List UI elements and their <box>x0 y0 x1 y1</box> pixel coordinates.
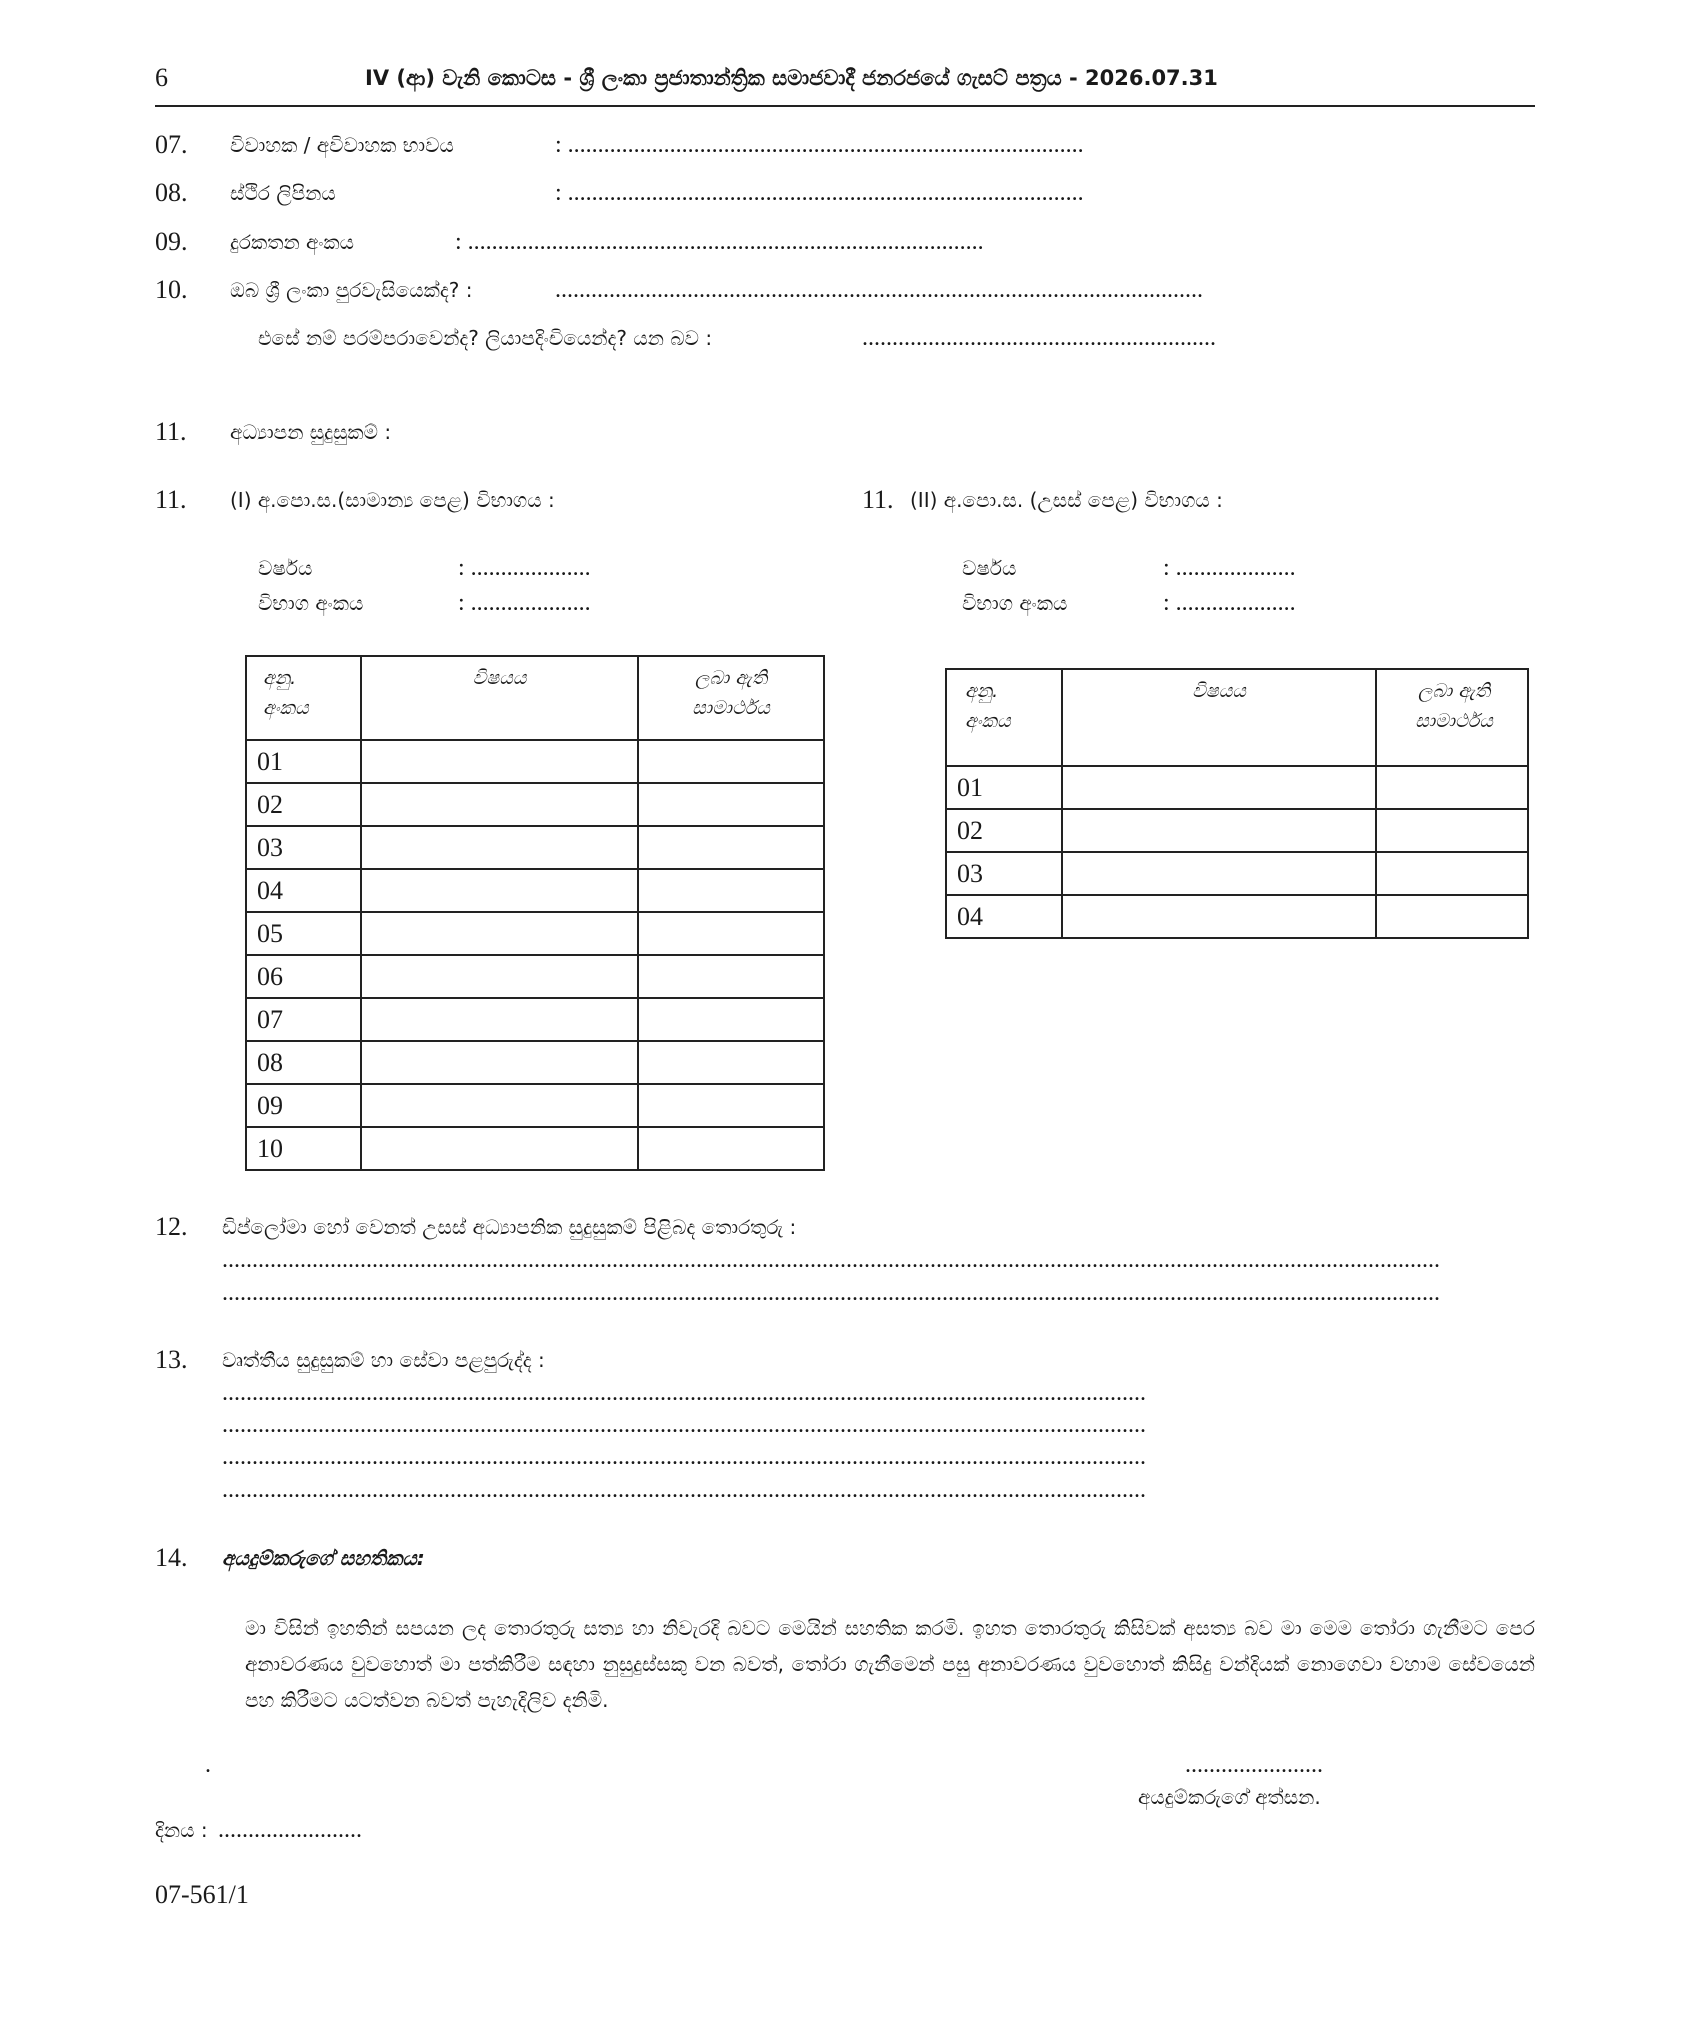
field-label-citizenship: ඔබ ශ්‍රී ලංකා පුරවැසියෙක්ද? : <box>230 278 473 302</box>
field-permanent-address-input[interactable]: : ...................................................................................... <box>555 180 1084 206</box>
grade-cell[interactable] <box>638 1084 824 1127</box>
subject-cell[interactable] <box>361 740 638 783</box>
ol-index-label: විභාග අංකය <box>258 591 364 615</box>
signature-line[interactable]: ....................... <box>1185 1752 1323 1778</box>
table-row <box>246 1084 824 1127</box>
grade-cell[interactable] <box>638 869 824 912</box>
table-row <box>246 912 824 955</box>
row-number: 03 <box>246 826 361 869</box>
row-number: 02 <box>246 783 361 826</box>
field-number: 11. <box>862 485 894 514</box>
diploma-line[interactable]: ........................................................................................................................................................................................................... <box>222 1280 1440 1306</box>
row-number: 06 <box>246 955 361 998</box>
al-year-input[interactable]: : .................... <box>1163 555 1296 581</box>
date-label: දිනය : <box>155 1818 208 1842</box>
subject-cell[interactable] <box>361 869 638 912</box>
grade-cell[interactable] <box>638 826 824 869</box>
grade-cell[interactable] <box>1376 809 1528 852</box>
row-number: 02 <box>946 809 1062 852</box>
table-row <box>246 740 824 783</box>
subject-cell[interactable] <box>1062 809 1376 852</box>
ol-results-table <box>245 655 825 1171</box>
field-number: 07. <box>155 130 188 159</box>
table-row <box>946 895 1528 938</box>
grade-cell[interactable] <box>638 740 824 783</box>
table-row <box>946 809 1528 852</box>
row-number: 04 <box>246 869 361 912</box>
subject-cell[interactable] <box>1062 852 1376 895</box>
grade-cell[interactable] <box>1376 895 1528 938</box>
field-number: 10. <box>155 275 188 304</box>
table-row <box>946 766 1528 809</box>
certificate-heading: අයදුම්කරුගේ සහතිකය: <box>222 1546 425 1570</box>
grade-cell[interactable] <box>638 912 824 955</box>
row-number: 07 <box>246 998 361 1041</box>
al-index-input[interactable]: : .................... <box>1163 590 1296 616</box>
row-number: 10 <box>246 1127 361 1170</box>
al-year-label: වර්ෂය <box>962 556 1017 580</box>
table-row <box>246 783 824 826</box>
column-header-subject: විෂයය <box>1062 669 1376 766</box>
ol-year-input[interactable]: : .................... <box>458 555 591 581</box>
row-number: 08 <box>246 1041 361 1084</box>
field-number: 11. <box>155 417 187 446</box>
page-number: 6 <box>155 63 168 92</box>
table-row <box>246 869 824 912</box>
field-citizenship-type-input[interactable]: ........................................................... <box>862 325 1216 351</box>
professional-line[interactable]: .......................................................................................................................................................... <box>222 1380 1146 1406</box>
field-label-citizenship-type: එසේ නම් පරම්පරාවෙන්ද? ලියාපදිංචියෙන්ද? යන බව : <box>258 326 713 350</box>
header-divider <box>155 105 1535 107</box>
ol-heading: (I) අ.පො.ස.(සාමාන්‍ය පෙළ) විභාගය : <box>230 488 555 512</box>
page-title: IV (ආ) වැනි කොටස - ශ්‍රී ලංකා ප්‍රජාතාන්ත්‍රික සමාජවාදී ජනරජයේ ගැසට් පත්‍රය - 2026.07.31 <box>365 66 1218 90</box>
subject-cell[interactable] <box>361 1041 638 1084</box>
column-header-serial: අනු. අංකය <box>246 656 361 740</box>
grade-cell[interactable] <box>638 998 824 1041</box>
field-citizenship-input[interactable]: ............................................................................................................ <box>555 277 1203 303</box>
professional-line[interactable]: .......................................................................................................................................................... <box>222 1444 1146 1470</box>
field-marital-status-input[interactable]: : ...................................................................................... <box>555 132 1084 158</box>
field-label-marital-status: විවාහක / අවිවාහක භාවය <box>230 133 454 157</box>
field-number: 12. <box>155 1212 188 1241</box>
signature-label: අයදුම්කරුගේ අත්සන. <box>1138 1785 1321 1809</box>
grade-cell[interactable] <box>638 1041 824 1084</box>
date-input[interactable]: ........................ <box>218 1817 362 1843</box>
grade-cell[interactable] <box>638 955 824 998</box>
table-row <box>246 955 824 998</box>
ol-year-label: වර්ෂය <box>258 556 313 580</box>
field-label-permanent-address: ස්ථිර ලිපිනය <box>230 181 336 205</box>
subject-cell[interactable] <box>1062 895 1376 938</box>
column-header-subject: විෂයය <box>361 656 638 740</box>
stray-dot: . <box>205 1752 211 1778</box>
ol-index-input[interactable]: : .................... <box>458 590 591 616</box>
column-header-grade: ලබා ඇති සාමාර්ථය <box>638 656 824 740</box>
table-row <box>246 1127 824 1170</box>
professional-line[interactable]: .......................................................................................................................................................... <box>222 1412 1146 1438</box>
subject-cell[interactable] <box>361 912 638 955</box>
field-number: 11. <box>155 485 187 514</box>
column-header-serial: අනු. අංකය <box>946 669 1062 766</box>
grade-cell[interactable] <box>638 1127 824 1170</box>
field-number: 14. <box>155 1543 188 1572</box>
grade-cell[interactable] <box>1376 852 1528 895</box>
table-row <box>246 1041 824 1084</box>
row-number: 01 <box>946 766 1062 809</box>
table-row <box>246 998 824 1041</box>
field-number: 13. <box>155 1345 188 1374</box>
diploma-heading: ඩිප්ලෝමා හෝ වෙනත් උසස් අධ්‍යාපනික සුදුසුකම් පිළිබද තොරතුරු : <box>222 1215 797 1239</box>
subject-cell[interactable] <box>361 783 638 826</box>
row-number: 09 <box>246 1084 361 1127</box>
field-telephone-input[interactable]: : ...................................................................................... <box>455 229 984 255</box>
education-heading: අධ්‍යාපන සුදුසුකම් : <box>230 420 392 444</box>
row-number: 05 <box>246 912 361 955</box>
al-results-table <box>945 668 1529 939</box>
subject-cell[interactable] <box>1062 766 1376 809</box>
professional-line[interactable]: .......................................................................................................................................................... <box>222 1477 1146 1503</box>
table-row <box>246 826 824 869</box>
table-row <box>946 852 1528 895</box>
grade-cell[interactable] <box>638 783 824 826</box>
row-number: 01 <box>246 740 361 783</box>
reference-code: 07-561/1 <box>155 1880 249 1909</box>
column-header-grade: ලබා ඇති සාමාර්ථය <box>1376 669 1528 766</box>
field-number: 09. <box>155 227 188 256</box>
diploma-line[interactable]: ........................................................................................................................................................................................................... <box>222 1247 1440 1273</box>
field-number: 08. <box>155 178 188 207</box>
row-number: 04 <box>946 895 1062 938</box>
subject-cell[interactable] <box>361 826 638 869</box>
subject-cell[interactable] <box>361 1127 638 1170</box>
al-heading: (II) අ.පො.ස. (උසස් පෙළ) විභාගය : <box>910 488 1223 512</box>
subject-cell[interactable] <box>361 998 638 1041</box>
certificate-text: මා විසින් ඉහතින් සපයන ලද තොරතුරු සත්‍ය හා නිවැරදි බවට මෙයින් සහතික කරමි. ඉහත තොරතුරු කිසිවක් අසත්‍ය බව මා මෙම තෝරා ගැනීමට පෙර අනාවරණය වුවහොත් මා පත්කිරීම සඳහා නුසුදුස්සකු වන බවත්, තෝරා ගැනීමෙන් පසු අනාවරණය වුවහොත් කිසිදු වන්දියක් නොගෙවා වහාම සේවයෙන් පහ කිරීමට යටත්වන බවත් පැහැදිලිව දනිමි. <box>245 1616 1535 1712</box>
subject-cell[interactable] <box>361 1084 638 1127</box>
row-number: 03 <box>946 852 1062 895</box>
professional-heading: වෘත්තීය සුදුසුකම් හා සේවා පළපුරුද්ද : <box>222 1348 545 1372</box>
field-label-telephone: දුරකතන අංකය <box>230 230 355 254</box>
grade-cell[interactable] <box>1376 766 1528 809</box>
al-index-label: විභාග අංකය <box>962 591 1068 615</box>
subject-cell[interactable] <box>361 955 638 998</box>
